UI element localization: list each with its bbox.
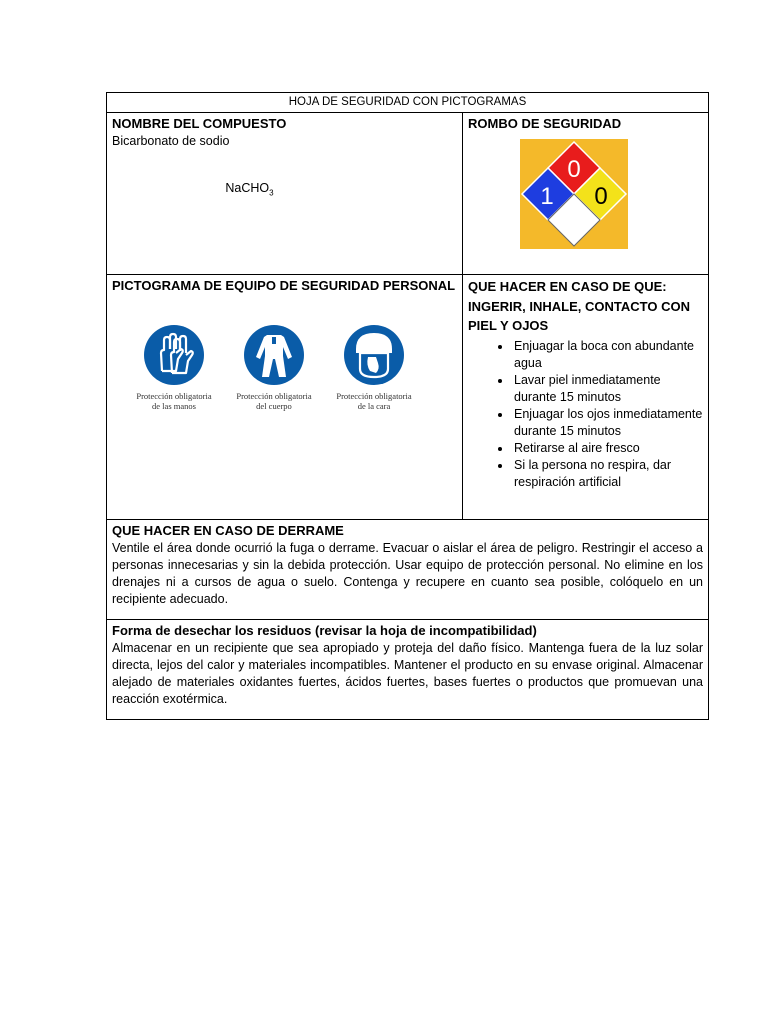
nfpa-reactivity-value: 0: [594, 183, 608, 210]
spill-cell: [107, 520, 709, 620]
formula-main: NaCHO: [225, 181, 270, 195]
disposal-heading: Forma de desechar los residuos (revisar la hoja de incompatibilidad): [112, 623, 537, 638]
disposal-cell: [107, 620, 709, 720]
spill-heading: QUE HACER EN CASO DE DERRAME: [112, 523, 344, 538]
epp-item-gloves: [124, 323, 224, 411]
first-aid-cell: [463, 275, 709, 520]
face-shield-icon: [342, 323, 406, 387]
coverall-icon: [242, 323, 306, 387]
disposal-text: Almacenar en un recipiente que sea apropiado y proteja del daño físico. Mantenga fuera de la luz solar directa, lejos del calor y materiales incompatibles. Mantener el producto en su envase original. Almacenar alejado de materiales oxidantes fuertes, ácidos fuertes, bases fuertes o productos que promuevan una reacción exotérmica.: [112, 641, 703, 706]
first-aid-list: [468, 338, 703, 491]
epp-item-face-shield: [324, 323, 424, 411]
compound-name: Bicarbonato de sodio: [112, 134, 230, 148]
compound-formula: [112, 180, 457, 202]
epp-caption-face-shield: Protección obligatoria de la cara: [336, 391, 412, 411]
list-item: • Lavar piel inmediatamente durante 15 minutos: [512, 372, 703, 406]
spill-text: Ventile el área donde ocurrió la fuga o derrame. Evacuar o aislar el área de peligro. Restringir el acceso a personas innecesarias y sin la debida protección. Usar equipo de protección personal. No elimine en los drenajes ni a cursos de agua o suelo. Contenga y recupere en cuanto sea posible, colóquelo en un recipiente adecuado.: [112, 541, 703, 606]
nfpa-diamond: [520, 139, 628, 249]
compound-heading: NOMBRE DEL COMPUESTO: [112, 116, 287, 131]
list-item: • Retirarse al aire fresco: [512, 440, 703, 457]
formula-subscript: 3: [269, 188, 274, 198]
epp-cell: [107, 275, 463, 520]
epp-heading: PICTOGRAMA DE EQUIPO DE SEGURIDAD PERSONAL: [112, 278, 456, 293]
compound-cell: [107, 113, 463, 275]
rombo-cell: [463, 113, 709, 275]
epp-pictogram-row: [124, 323, 424, 411]
first-aid-heading: QUE HACER EN CASO DE QUE: INGERIR, INHALE, CONTACTO CON PIEL Y OJOS: [468, 279, 690, 333]
epp-caption-coverall: Protección obligatoria del cuerpo: [236, 391, 312, 411]
gloves-icon: [142, 323, 206, 387]
nfpa-flammability-value: 0: [567, 156, 581, 183]
rombo-heading: ROMBO DE SEGURIDAD: [468, 116, 622, 131]
epp-caption-gloves: Protección obligatoria de las manos: [136, 391, 212, 411]
nfpa-health-value: 1: [540, 183, 554, 210]
list-item: • Enjuagar los ojos inmediatamente durante 15 minutos: [512, 406, 703, 440]
list-item: • Enjuagar la boca con abundante agua: [512, 338, 703, 372]
epp-item-coverall: [224, 323, 324, 411]
safety-sheet-table: [106, 92, 709, 720]
list-item: • Si la persona no respira, dar respiración artificial: [512, 457, 703, 491]
sheet-title: HOJA DE SEGURIDAD CON PICTOGRAMAS: [107, 93, 709, 113]
nfpa-diamond-svg: [520, 139, 628, 249]
